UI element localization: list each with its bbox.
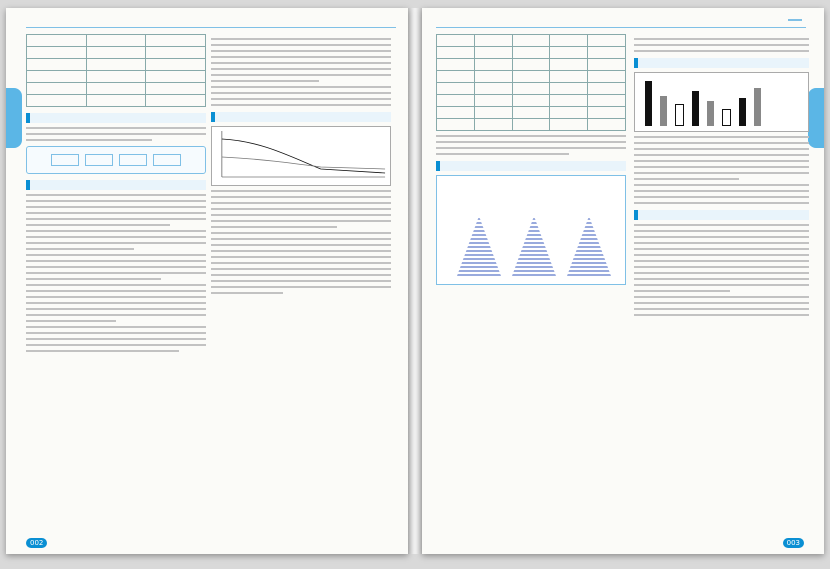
bar: [739, 98, 746, 126]
body-text: [211, 190, 391, 294]
page-header: [788, 12, 802, 26]
example-heading: [634, 58, 809, 68]
header-rule: [436, 27, 806, 28]
left-column: [26, 34, 206, 534]
right-column: [211, 34, 391, 534]
bar: [707, 101, 714, 126]
population-diagram: [436, 175, 626, 285]
series-line: [222, 157, 385, 169]
header-rule: [26, 27, 396, 28]
body-text: [436, 135, 626, 155]
bar: [754, 88, 761, 126]
body-text: [211, 38, 391, 106]
summary-table: [26, 34, 206, 107]
bar: [675, 104, 684, 126]
right-column: [634, 34, 809, 534]
section-heading: [26, 113, 206, 123]
bar: [660, 96, 667, 126]
knowledge-heading: [26, 180, 206, 190]
page-number: 003: [783, 538, 804, 548]
bar-chart: [634, 72, 809, 132]
body-text: [634, 38, 809, 52]
bar: [722, 109, 731, 126]
left-page: [6, 8, 408, 554]
body-text: [634, 224, 809, 316]
body-text: [634, 136, 809, 204]
side-tab: [6, 88, 22, 148]
population-pyramid: [457, 216, 501, 276]
header-title: [788, 19, 802, 21]
example-heading: [211, 112, 391, 122]
example-heading: [634, 210, 809, 220]
body-text: [26, 194, 206, 352]
population-pyramid: [512, 216, 556, 276]
left-column: [436, 34, 626, 534]
concept-box: [26, 146, 206, 174]
side-tab: [808, 88, 824, 148]
right-page: [422, 8, 824, 554]
bar: [692, 91, 699, 126]
population-pyramid: [567, 216, 611, 276]
page-header: [28, 12, 44, 26]
comparison-table: [436, 34, 626, 131]
bar-chart-bars: [635, 73, 808, 129]
bar: [645, 81, 652, 126]
body-text: [26, 127, 206, 141]
line-chart-svg: [212, 127, 390, 185]
textbook-heading: [436, 161, 626, 171]
page-number: 002: [26, 538, 47, 548]
line-chart: [211, 126, 391, 186]
